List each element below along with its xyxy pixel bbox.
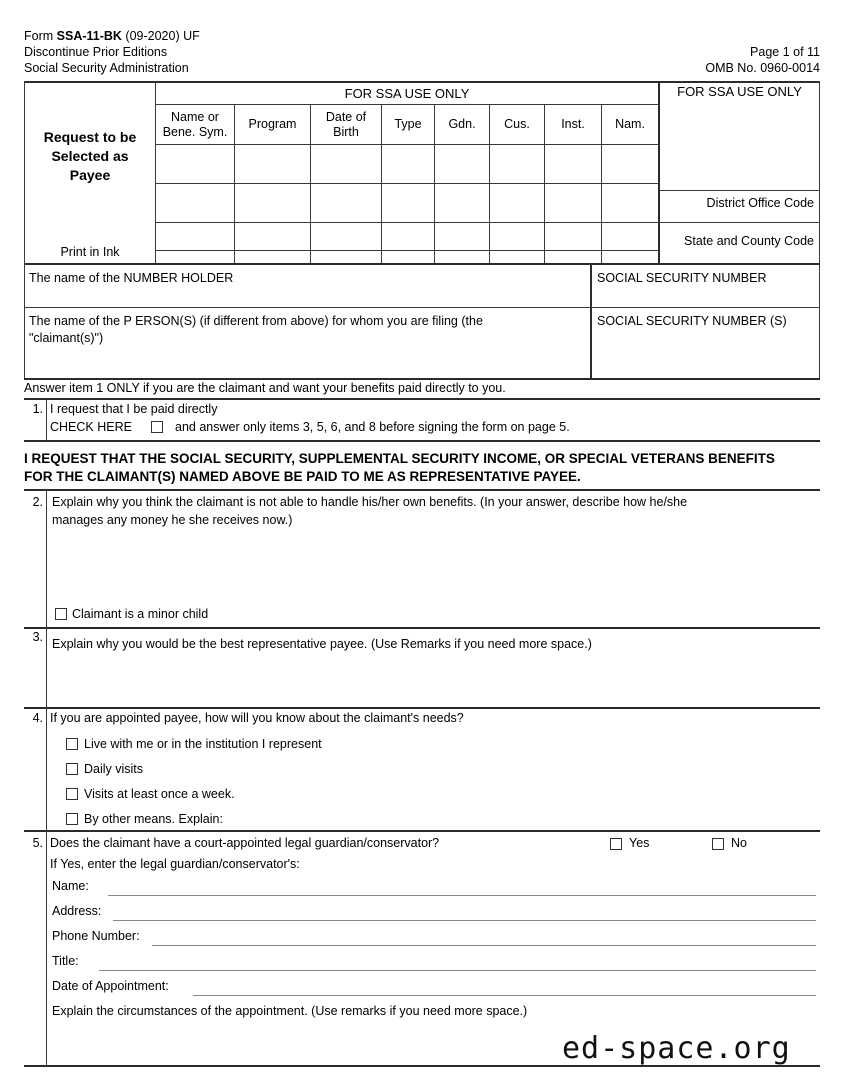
item5-field-phone-rule <box>152 945 816 946</box>
item5-field-date-rule <box>193 995 816 996</box>
ssns-label: SOCIAL SECURITY NUMBER (S) <box>597 314 787 328</box>
item1-bottom-border <box>24 440 820 442</box>
item5-yes-checkbox[interactable] <box>610 838 622 850</box>
form-title-line3: Payee <box>69 167 111 183</box>
item5-field-address-input[interactable] <box>113 902 816 920</box>
holder-left-border <box>24 263 25 378</box>
item3-answer-area[interactable] <box>48 656 816 704</box>
item3-number-divider <box>46 627 47 707</box>
item4-option-0-label: Live with me or in the institution I represent <box>84 737 322 751</box>
table-bottom-border <box>24 263 820 265</box>
header-row-1 <box>24 28 820 44</box>
declaration-line2: FOR THE CLAIMANT(S) NAMED ABOVE BE PAID TO ME AS REPRESENTATIVE PAYEE. <box>24 469 581 484</box>
print-in-ink-note: Print in Ink <box>60 245 120 259</box>
colheader-bottom-line <box>155 144 659 145</box>
table-right-border <box>819 81 820 263</box>
item5-number: 5. <box>32 836 43 850</box>
item5-field-address-rule <box>113 920 816 921</box>
number-holder-label: The name of the NUMBER HOLDER <box>29 271 234 285</box>
item5-yes-label: Yes <box>629 836 650 850</box>
grid-row-line-1 <box>155 183 659 184</box>
item2-minor-child-label: Claimant is a minor child <box>72 607 209 621</box>
col-header-name-bene-sym-line2: Bene. Sym. <box>162 125 228 139</box>
item5-field-title-input[interactable] <box>99 952 816 970</box>
ssn-label: SOCIAL SECURITY NUMBER <box>597 271 767 285</box>
discontinue-notice: Discontinue Prior Editions <box>24 45 168 59</box>
item5-number-divider <box>46 830 47 1065</box>
answer-item-1-instruction: Answer item 1 ONLY if you are the claimant and want your benefits paid directly to you. <box>24 381 506 395</box>
table-top-border <box>24 81 820 83</box>
item3-number: 3. <box>32 630 43 644</box>
item5-explain-prompt: Explain the circumstances of the appointment. (Use remarks if you need more space.) <box>52 1004 528 1018</box>
item2-top-border <box>24 489 820 491</box>
item4-option-1-label: Daily visits <box>84 762 144 776</box>
item2-prompt-line1: Explain why you think the claimant is not able to handle his/her own benefits. (In your answer, describe how he/she <box>52 495 688 509</box>
state-county-code-label: State and County Code <box>684 234 814 248</box>
item5-field-phone-input[interactable] <box>152 927 816 945</box>
form-edition: (09-2020) UF <box>121 29 200 43</box>
page-header <box>24 28 820 76</box>
item4-option-3-checkbox[interactable] <box>66 813 78 825</box>
item4-option-3-label: By other means. Explain: <box>84 812 223 826</box>
col-header-date-of-birth <box>311 110 381 140</box>
item4-option-2-checkbox[interactable] <box>66 788 78 800</box>
item1-top-border <box>24 398 820 400</box>
col-header-gdn: Gdn. <box>448 117 476 131</box>
item2-number: 2. <box>32 495 43 509</box>
title-grid-divider <box>155 81 156 263</box>
site-watermark: ed-space.org <box>562 1031 791 1066</box>
ssn-input[interactable] <box>592 286 818 306</box>
item5-field-name-rule <box>108 895 816 896</box>
persons-input[interactable] <box>26 346 586 376</box>
col-header-dob-line2: Birth <box>333 125 359 139</box>
item2-bottom-border <box>24 627 820 629</box>
item4-option-2-label: Visits at least once a week. <box>84 787 235 801</box>
form-title <box>26 128 154 185</box>
col-header-inst: Inst. <box>561 117 585 131</box>
item5-field-address-label: Address: <box>52 904 102 918</box>
item1-check-here-label: CHECK HERE <box>50 420 132 434</box>
col-header-program: Program <box>248 117 297 131</box>
item1-after-checkbox-text: and answer only items 3, 5, 6, and 8 before signing the form on page 5. <box>175 420 570 434</box>
number-holder-input[interactable] <box>26 286 586 306</box>
ssns-input[interactable] <box>592 330 818 376</box>
col-header-dob-line1: Date of <box>325 110 367 124</box>
district-office-code-label: District Office Code <box>706 196 814 210</box>
ssa-use-only-banner: FOR SSA USE ONLY <box>344 86 470 101</box>
holder-right-border <box>819 263 820 378</box>
item4-number-divider <box>46 707 47 830</box>
header-row-3 <box>24 60 820 76</box>
item2-number-divider <box>46 489 47 627</box>
col-header-name-bene-sym <box>156 110 234 140</box>
item5-no-checkbox[interactable] <box>712 838 724 850</box>
grid-row-line-3 <box>155 250 659 251</box>
item5-no-label: No <box>731 836 747 850</box>
col-header-cus: Cus. <box>504 117 530 131</box>
grid-row-line-2 <box>155 222 659 223</box>
item4-prompt: If you are appointed payee, how will you know about the claimant's needs? <box>50 711 464 725</box>
col-header-nam: Nam. <box>615 117 645 131</box>
form-title-line2: Selected as <box>51 148 129 164</box>
persons-label-line2: "claimant(s)") <box>29 331 104 345</box>
item5-field-title-rule <box>99 970 816 971</box>
state-county-top-line <box>659 222 820 223</box>
ssa-use-only-banner-right: FOR SSA USE ONLY <box>677 84 802 99</box>
district-office-top-line <box>659 190 820 191</box>
table-left-border <box>24 81 25 263</box>
item5-field-name-input[interactable] <box>108 877 816 895</box>
holder-bottom-border <box>24 378 820 380</box>
col-header-type: Type <box>394 117 422 131</box>
item2-minor-child-checkbox[interactable] <box>55 608 67 620</box>
page-number: Page 1 of 11 <box>750 45 820 59</box>
item4-option-0-checkbox[interactable] <box>66 738 78 750</box>
banner-bottom-line <box>155 104 659 105</box>
holder-row-divider <box>24 307 820 308</box>
item2-answer-area[interactable] <box>48 532 816 602</box>
item5-field-name-label: Name: <box>52 879 89 893</box>
item3-bottom-border <box>24 707 820 709</box>
form-number: SSA-11-BK <box>56 29 122 43</box>
header-row-2 <box>24 44 820 60</box>
agency-name: Social Security Administration <box>24 61 189 75</box>
item1-check-here-checkbox[interactable] <box>151 421 163 433</box>
item2-prompt-line2: manages any money he she receives now.) <box>52 513 293 527</box>
item4-bottom-border <box>24 830 820 832</box>
item1-line1: I request that I be paid directly <box>50 402 218 416</box>
declaration-line1: I REQUEST THAT THE SOCIAL SECURITY, SUPPLEMENTAL SECURITY INCOME, OR SPECIAL VETERANS BENEFITS <box>24 451 775 466</box>
item5-field-date-input[interactable] <box>193 977 816 995</box>
item4-option-1-checkbox[interactable] <box>66 763 78 775</box>
item5-field-date-label: Date of Appointment: <box>52 979 169 993</box>
form-label: Form <box>24 29 57 43</box>
item5-field-phone-label: Phone Number: <box>52 929 140 943</box>
form-title-line1: Request to be <box>43 129 137 145</box>
item4-number: 4. <box>32 711 43 725</box>
omb-number: OMB No. 0960-0014 <box>705 61 820 75</box>
item5-prompt: Does the claimant have a court-appointed legal guardian/conservator? <box>50 836 440 850</box>
item1-number: 1. <box>32 402 43 416</box>
item1-number-divider <box>46 398 47 440</box>
form-identifier <box>24 28 200 44</box>
col-header-name-bene-sym-line1: Name or <box>171 110 219 124</box>
item5-field-title-label: Title: <box>52 954 79 968</box>
item3-prompt: Explain why you would be the best representative payee. (Use Remarks if you need more space.) <box>52 637 592 651</box>
item5-if-yes-note: If Yes, enter the legal guardian/conservator's: <box>50 857 300 871</box>
persons-label-line1: The name of the P ERSON(S) (if different from above) for whom you are filing (the <box>29 314 483 328</box>
